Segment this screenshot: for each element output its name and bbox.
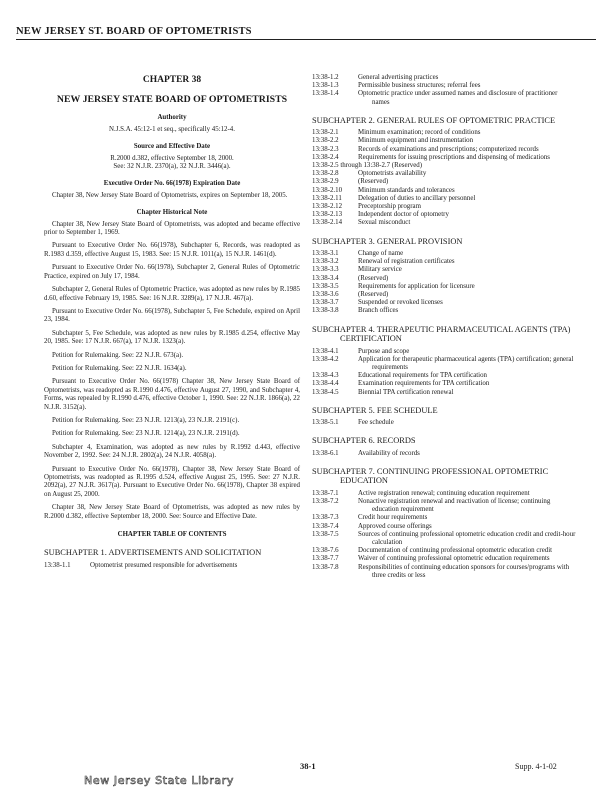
- running-head: NEW JERSEY ST. BOARD OF OPTOMETRISTS: [16, 26, 596, 40]
- chapter-number: CHAPTER 38: [142, 75, 202, 85]
- section-title: Optometrists availability: [358, 170, 427, 178]
- section-number: 13:38-4.2: [312, 355, 339, 363]
- toc-row: [312, 275, 576, 283]
- history-paragraph: Petition for Rulemaking. See: 23 N.J.R. 1214(a), 23 N.J.R. 2191(d).: [52, 430, 240, 438]
- section-title: Nonactive registration renewal and reactivation of license; continuing education requirement: [358, 497, 551, 514]
- toc-row: [312, 531, 576, 547]
- supplement-date: Supp. 4-1-02: [515, 762, 557, 771]
- section-number: 13:38-1.2: [312, 74, 339, 81]
- section-title: Active registration renewal; continuing education requirement: [358, 489, 530, 497]
- history-paragraph: Subchapter 4, Examination, was adopted as new rules by R.1992 d.443, effective November 2, 1992. See: 24 N.J.R. 2802(a), 24 N.J.R. 4058(a).: [44, 443, 300, 460]
- history-heading: Chapter Historical Note: [136, 209, 208, 217]
- source-heading: Source and Effective Date: [133, 143, 211, 151]
- section-number: 13:38-1.1: [44, 561, 71, 569]
- section-number: 13:38-3.1: [312, 250, 339, 258]
- section-number: 13:38-1.3: [312, 82, 339, 90]
- section-number: 13:38-2.8: [312, 170, 339, 178]
- section-number: 13:38-1.4: [312, 90, 339, 98]
- section-title: Requirements for application for licensure: [358, 282, 475, 290]
- section-number: 13:38-2.11: [312, 194, 342, 202]
- section-number: 13:38-5.1: [312, 419, 339, 427]
- toc-row: [312, 250, 576, 258]
- section-title: Records of examinations and prescriptions; computerized records: [358, 145, 539, 153]
- section-number: 13:38-3.6: [312, 291, 339, 299]
- section-title: Suspended or revoked licenses: [358, 299, 443, 307]
- toc-heading: CHAPTER TABLE OF CONTENTS: [117, 531, 227, 539]
- toc-row: [312, 129, 576, 137]
- section-title: Availability of records: [358, 449, 420, 457]
- subchapter-7-heading: SUBCHAPTER 7. CONTINUING PROFESSIONAL OPTOMETRIC EDUCATION: [312, 466, 549, 486]
- section-number: 13:38-2.1: [312, 129, 339, 137]
- section-title: Educational requirements for TPA certification: [358, 372, 487, 380]
- section-title: (Reserved): [358, 291, 389, 299]
- section-range: 13:38-2.5 through 13:38-2.7 (Reserved): [312, 162, 423, 170]
- toc-row: [312, 211, 576, 219]
- section-number: 13:38-3.2: [312, 258, 339, 266]
- section-number: 13:38-2.4: [312, 153, 339, 161]
- toc-row: [312, 170, 576, 178]
- section-number: 13:38-7.3: [312, 514, 339, 522]
- section-number: 13:38-3.4: [312, 274, 339, 282]
- expiration-heading: Executive Order No. 66(1978) Expiration Date: [103, 180, 241, 188]
- toc-row: [312, 307, 576, 315]
- expiration-text: Chapter 38, New Jersey State Board of Optometrists, expires on September 18, 2005.: [52, 191, 288, 199]
- section-title: (Reserved): [358, 178, 389, 186]
- section-title: Examination requirements for TPA certification: [358, 380, 490, 388]
- section-number: 13:38-2.10: [312, 186, 343, 194]
- history-paragraph: Petition for Rulemaking. See: 23 N.J.R. 1213(a), 23 N.J.R. 2191(c).: [52, 416, 240, 424]
- section-title: Independent doctor of optometry: [358, 211, 449, 219]
- section-number: 13:38-7.1: [312, 489, 339, 497]
- toc-row: [312, 564, 576, 580]
- toc-row: [312, 356, 576, 372]
- toc-row: [312, 348, 576, 356]
- section-number: 13:38-4.1: [312, 347, 339, 355]
- section-title: Change of name: [358, 250, 404, 258]
- section-title: Requirements for issuing prescriptions and dispensing of medications: [358, 153, 550, 161]
- section-number: 13:38-3.7: [312, 299, 339, 307]
- section-title: Minimum equipment and instrumentation: [358, 137, 474, 145]
- library-watermark: New Jersey State Library: [84, 774, 235, 787]
- section-title: (Reserved): [358, 274, 389, 282]
- toc-row: [312, 547, 576, 555]
- section-title: General advertising practices: [358, 74, 439, 81]
- section-number: 13:38-4.3: [312, 372, 339, 380]
- toc-range-row: [312, 162, 576, 170]
- section-number: 13:38-3.5: [312, 282, 339, 290]
- section-number: 13:38-7.7: [312, 555, 339, 563]
- section-number: 13:38-7.2: [312, 497, 339, 505]
- history-paragraph: Chapter 38, New Jersey State Board of Optometrists, was adopted and became effective prior to September 1, 1969.: [44, 220, 300, 237]
- section-title: Optometrist presumed responsible for advertisements: [90, 561, 238, 569]
- toc-row: [312, 291, 576, 299]
- toc-row: [312, 74, 576, 82]
- history-paragraph: Subchapter 5, Fee Schedule, was adopted as new rules by R.1985 d.254, effective May 20, 1985. See: 17 N.J.R. 667(a), 17 N.J.R. 1323(a).: [44, 329, 300, 346]
- right-column: [312, 74, 576, 580]
- section-number: 13:38-7.6: [312, 547, 339, 555]
- history-paragraph: Pursuant to Executive Order No. 66(1978), Subchapter 6, Records, was readopted as R.1983 d.359, effective August 15, 1983. See: 15 N.J.R. 1011(a), 15 N.J.R. 1461(d).: [44, 242, 300, 258]
- toc-row: [312, 90, 576, 106]
- section-title: Military service: [358, 266, 402, 274]
- section-number: 13:38-3.8: [312, 307, 339, 315]
- toc-row: [312, 154, 576, 162]
- section-title: Branch offices: [358, 307, 399, 315]
- section-number: 13:38-2.12: [312, 203, 343, 211]
- history-paragraph: Subchapter 2, General Rules of Optometric Practice, was adopted as new rules by R.1985 d.60, effective February 19, 1985. See: 16 N.J.R. 3289(a), 17 N.J.R. 467(a).: [44, 286, 300, 302]
- authority-heading: Authority: [157, 114, 187, 122]
- toc-row: [312, 299, 576, 307]
- toc-row: [312, 137, 576, 145]
- toc-row: [312, 380, 576, 388]
- section-number: 13:38-2.3: [312, 145, 339, 153]
- section-title: Approved course offerings: [358, 522, 432, 530]
- section-title: Documentation of continuing professional optometric education credit: [358, 547, 553, 555]
- section-title: Credit hour requirements: [358, 514, 428, 522]
- toc-row: [312, 389, 576, 397]
- toc-row: [312, 514, 576, 522]
- toc-row: [312, 258, 576, 266]
- toc-row: [44, 562, 300, 570]
- section-number: 13:38-6.1: [312, 449, 339, 457]
- section-number: 13:38-4.4: [312, 380, 339, 388]
- toc-row: [312, 195, 576, 203]
- history-paragraph: Pursuant to Executive Order No. 66(1978), Chapter 38, New Jersey State Board of Optometrists, was readopted as R.1995 d.524, effective August 25, 1995. See: 27 N.J.R. 2092(a), 27 N.J.R. 3617(a). Pursuant to Executive Order No. 66(1978), Chapter 38 expired on August 25, 2000.: [44, 465, 300, 498]
- toc-row: [312, 82, 576, 90]
- subchapter-5-heading: SUBCHAPTER 5. FEE SCHEDULE: [312, 405, 438, 415]
- section-title: Sources of continuing professional optometric education credit and credit-hour calculation: [358, 530, 576, 546]
- section-title: Waiver of continuing professional optometric education requirements: [358, 555, 550, 563]
- history-paragraph: Petition for Rulemaking. See: 22 N.J.R. 673(a).: [52, 351, 184, 359]
- history-paragraph: Chapter 38, New Jersey State Board of Optometrists, was adopted as new rules by R.2000 d.382, effective September 18, 2000. See: Source and Effective Date.: [44, 504, 300, 520]
- section-title: Minimum standards and tolerances: [358, 186, 455, 194]
- section-title: Application for therapeutic pharmaceutical agents (TPA) certification; general requirements: [358, 355, 574, 371]
- toc-row: [312, 498, 576, 514]
- toc-row: [312, 283, 576, 291]
- toc-row: [312, 555, 576, 563]
- section-number: 13:38-7.4: [312, 522, 339, 530]
- page-number: 38-1: [300, 761, 316, 771]
- subchapter-3-heading: SUBCHAPTER 3. GENERAL PROVISION: [312, 236, 463, 246]
- section-title: Renewal of registration certificates: [358, 258, 455, 266]
- section-number: 13:38-2.2: [312, 137, 339, 145]
- subchapter-6-heading: SUBCHAPTER 6. RECORDS: [312, 436, 416, 446]
- toc-row: [312, 146, 576, 154]
- section-number: 13:38-4.5: [312, 388, 339, 396]
- section-title: Optometric practice under assumed names and disclosure of practitioner names: [358, 90, 558, 106]
- toc-row: [312, 372, 576, 380]
- section-number: 13:38-2.14: [312, 219, 343, 227]
- toc-row: [312, 187, 576, 195]
- toc-row: [312, 266, 576, 274]
- toc-row: [312, 203, 576, 211]
- section-number: 13:38-2.13: [312, 211, 343, 219]
- section-title: Sexual misconduct: [358, 219, 411, 227]
- chapter-title: NEW JERSEY STATE BOARD OF OPTOMETRISTS: [56, 94, 288, 106]
- section-title: Fee schedule: [358, 419, 394, 427]
- history-paragraph: Petition for Rulemaking. See: 22 N.J.R. 1634(a).: [52, 364, 187, 372]
- section-title: Minimum examination; record of conditions: [358, 129, 481, 137]
- history-paragraph: Pursuant to Executive Order No. 66(1978), Subchapter 2, General Rules of Optometric Practice, expired on July 17, 1984.: [44, 264, 300, 280]
- section-number: 13:38-3.3: [312, 266, 339, 274]
- toc-row: [312, 419, 576, 427]
- authority-text: N.J.S.A. 45:12-1 et seq., specifically 45:12-4.: [109, 125, 235, 133]
- section-title: Delegation of duties to ancillary personnel: [358, 194, 476, 202]
- toc-row: [312, 178, 576, 186]
- section-title: Permissible business structures; referral fees: [358, 82, 481, 90]
- section-title: Biennial TPA certification renewal: [358, 388, 454, 396]
- source-line: R.2000 d.382, effective September 18, 2000.: [110, 154, 234, 162]
- left-column: [44, 74, 300, 570]
- section-title: Responsibilities of continuing education sponsors for courses/programs with three credits or less: [358, 563, 570, 579]
- section-title: Purpose and scope: [358, 347, 410, 355]
- toc-row: [312, 219, 576, 227]
- source-line: See: 32 N.J.R. 2370(a), 32 N.J.R. 3446(a).: [113, 163, 231, 171]
- history-paragraph: Pursuant to Executive Order No. 66(1978) Chapter 38, New Jersey State Board of Optometrists, was readopted as R.1990 d.476, effective August 27, 1990, and Subchapter 4, Forms, was repealed by R.1990 d.476, effective October 1, 1990. See: 22 N.J.R. 1866(a), 22 N.J.R. 3152(a).: [44, 378, 300, 411]
- toc-row: [312, 523, 576, 531]
- subchapter-2-heading: SUBCHAPTER 2. GENERAL RULES OF OPTOMETRIC PRACTICE: [312, 115, 556, 125]
- subchapter-4-heading: SUBCHAPTER 4. THERAPEUTIC PHARMACEUTICAL AGENTS (TPA) CERTIFICATION: [312, 324, 571, 344]
- section-number: 13:38-7.8: [312, 563, 339, 571]
- section-title: Preceptorship program: [358, 203, 421, 211]
- toc-row: [312, 490, 576, 498]
- toc-row: [312, 450, 576, 458]
- subchapter-1-heading: SUBCHAPTER 1. ADVERTISEMENTS AND SOLICITATION: [44, 548, 262, 558]
- section-number: 13:38-2.9: [312, 178, 339, 186]
- history-paragraph: Pursuant to Executive Order No. 66(1978), Subchapter 5, Fee Schedule, expired on April 23, 1984.: [44, 307, 300, 324]
- section-number: 13:38-7.5: [312, 530, 339, 538]
